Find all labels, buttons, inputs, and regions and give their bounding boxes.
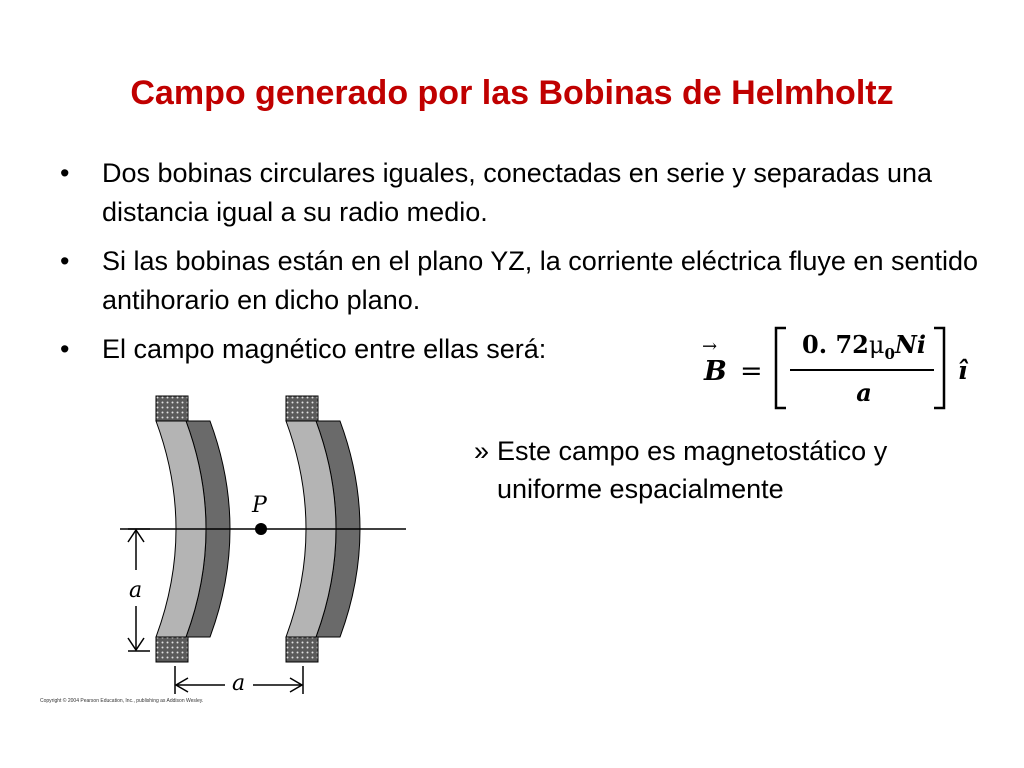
equals-sign: =: [740, 356, 763, 387]
coil-winding-end: [286, 637, 318, 662]
point-p-label: P: [252, 493, 267, 518]
coil-winding-end: [156, 637, 188, 662]
bullet-item: [60, 154, 990, 232]
vector-arrow: →: [702, 336, 718, 357]
numerator-variables: Ni: [894, 330, 926, 359]
field-symbol: B: [704, 356, 727, 387]
bullet-dot: •: [60, 334, 70, 364]
mu-subscript: 0: [884, 344, 895, 363]
sub-bullet: [474, 432, 954, 508]
numerator-coefficient: 0. 72: [802, 330, 869, 359]
point-p-marker: [255, 523, 267, 535]
formula-numerator: [786, 330, 942, 363]
bullet-item: [60, 242, 990, 320]
coil-winding-end: [286, 396, 318, 421]
coil-winding-end: [156, 396, 188, 421]
bullet-text: Dos bobinas circulares iguales, conectadas en serie y separadas una distancia igual a su radio medio.: [102, 158, 932, 227]
separation-label: a: [232, 671, 246, 696]
separation-dimension: [175, 666, 303, 696]
helmholtz-coils-figure: [30, 390, 430, 700]
radius-dimension: [128, 529, 150, 651]
unit-vector: î: [958, 356, 968, 385]
bullet-dot: •: [60, 158, 70, 188]
bullet-dot: •: [60, 246, 70, 276]
bullet-text: Si las bobinas están en el plano YZ, la corriente eléctrica fluye en sentido antihorario en dicho plano.: [102, 246, 979, 315]
slide-title: Campo generado por las Bobinas de Helmholtz: [130, 74, 894, 112]
bullet-text: El campo magnético entre ellas será:: [102, 334, 547, 364]
formula-denominator: a: [856, 378, 872, 407]
copyright-notice: Copyright © 2004 Pearson Education, Inc., publishing as Addison Wesley.: [40, 698, 204, 704]
radius-label: a: [129, 578, 143, 603]
mu-symbol: μ: [868, 331, 885, 359]
sub-bullet-text: Este campo es magnetostático y uniforme espacialmente: [497, 436, 888, 504]
helmholtz-field-formula: [678, 322, 978, 414]
sub-bullet-symbol: »: [474, 436, 490, 466]
